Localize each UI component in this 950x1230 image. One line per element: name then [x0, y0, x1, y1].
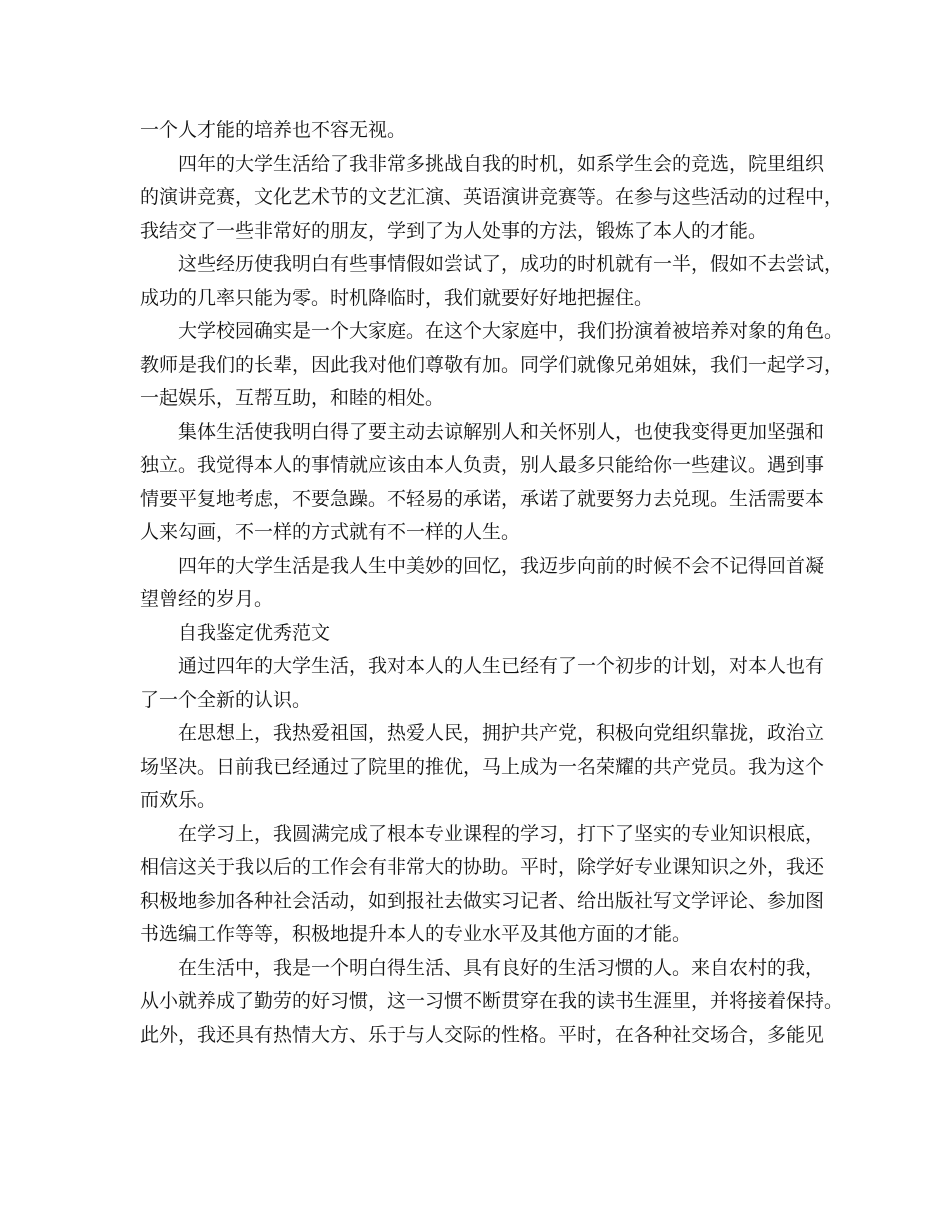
section-heading: 自我鉴定优秀范文	[178, 621, 331, 644]
text-line: 望曾经的岁月。	[140, 588, 274, 610]
text-line: 的演讲竞赛，文化艺术节的文艺汇演、英语演讲竞赛等。在参与这些活动的过程中，	[140, 186, 844, 208]
paragraph-first-line: 四年的大学生活给了我非常多挑战自我的时机，如系学生会的竞选，院里组织	[178, 152, 825, 175]
paragraph-first-line: 四年的大学生活是我人生中美妙的回忆，我迈步向前的时候不会不记得回首凝	[178, 554, 825, 577]
text-line: 一个人才能的培养也不容无视。	[140, 119, 407, 141]
paragraph-first-line: 在生活中，我是一个明白得生活、具有良好的生活习惯的人。来自农村的我，	[178, 956, 825, 979]
text-line: 积极地参加各种社会活动，如到报社去做实习记者、给出版社写文学评论、参加图	[140, 889, 825, 912]
text-line: 而欢乐。	[140, 789, 217, 811]
text-line: 一起娱乐，互帮互助，和睦的相处。	[140, 387, 445, 409]
paragraph-first-line: 这些经历使我明白有些事情假如尝试了，成功的时机就有一半，假如不去尝试，	[178, 253, 844, 275]
text-line: 书选编工作等等，积极地提升本人的专业水平及其他方面的才能。	[140, 923, 692, 945]
document-body	[140, 114, 844, 1052]
paragraph-first-line: 通过四年的大学生活，我对本人的人生已经有了一个初步的计划，对本人也有	[178, 655, 825, 677]
text-line: 场坚决。日前我已经通过了院里的推优，马上成为一名荣耀的共产党员。我为这个	[140, 755, 825, 778]
paragraph-first-line: 在思想上，我热爱祖国，热爱人民，拥护共产党，积极向党组织靠拢，政治立	[178, 722, 825, 744]
paragraph-first-line: 在学习上，我圆满完成了根本专业课程的学习，打下了坚实的专业知识根底，	[178, 822, 825, 845]
text-line: 教师是我们的长辈，因此我对他们尊敬有加。同学们就像兄弟姐妹，我们一起学习，	[140, 353, 844, 376]
text-line: 我结交了一些非常好的朋友，学到了为人处事的方法，锻炼了本人的才能。	[140, 219, 768, 242]
text-line: 情要平复地考虑，不要急躁。不轻易的承诺，承诺了就要努力去兑现。生活需要本	[140, 487, 825, 510]
text-line: 了一个全新的认识。	[140, 688, 312, 711]
text-line: 人来勾画，不一样的方式就有不一样的人生。	[140, 521, 521, 543]
text-line: 成功的几率只能为零。时机降临时，我们就要好好地把握住。	[140, 286, 654, 309]
paragraph-first-line: 集体生活使我明白得了要主动去谅解别人和关怀别人，也使我变得更加坚强和	[178, 420, 825, 443]
text-line: 独立。我觉得本人的事情就应该由本人负责，别人最多只能给你一些建议。遇到事	[140, 454, 825, 476]
paragraph-first-line: 大学校园确实是一个大家庭。在这个大家庭中，我们扮演着被培养对象的角色。	[178, 320, 844, 342]
text-line: 相信这关于我以后的工作会有非常大的协助。平时，除学好专业课知识之外，我还	[140, 856, 825, 878]
text-line: 此外，我还具有热情大方、乐于与人交际的性格。平时，在各种社交场合，多能见	[140, 1023, 825, 1046]
text-line: 从小就养成了勤劳的好习惯，这一习惯不断贯穿在我的读书生涯里，并将接着保持。	[140, 990, 844, 1012]
